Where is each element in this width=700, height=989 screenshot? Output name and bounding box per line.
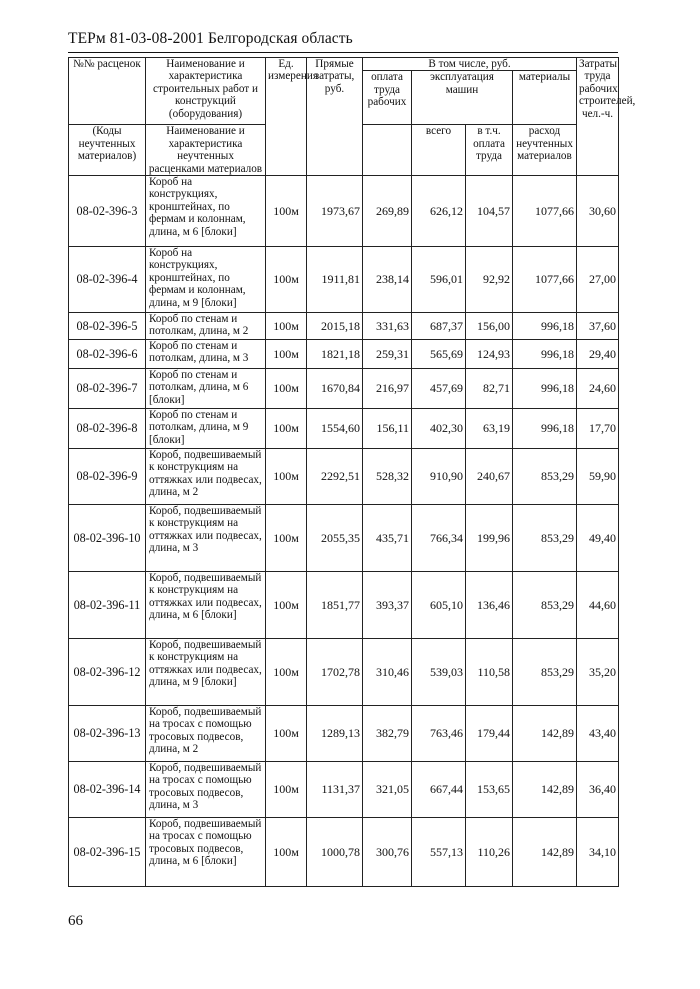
rate-code: 08-02-396-7 bbox=[69, 369, 146, 409]
header-rule bbox=[68, 52, 618, 53]
rate-materials: 853,29 bbox=[513, 449, 577, 505]
rate-unit: 100м bbox=[266, 762, 307, 818]
rate-code: 08-02-396-4 bbox=[69, 247, 146, 313]
rate-wages: 259,31 bbox=[363, 340, 412, 369]
rate-code: 08-02-396-10 bbox=[69, 505, 146, 572]
col-code-head: №№ расценок bbox=[69, 58, 146, 125]
rate-labor: 36,40 bbox=[577, 762, 619, 818]
rate-wages: 300,76 bbox=[363, 818, 412, 887]
rate-machines-wages: 92,92 bbox=[466, 247, 513, 313]
rate-unit: 100м bbox=[266, 572, 307, 639]
rate-unit: 100м bbox=[266, 706, 307, 762]
rate-unit: 100м bbox=[266, 505, 307, 572]
col-mach-wages: в т.ч. оплата труда bbox=[466, 125, 513, 176]
col-mat-use: расход неучтенных материалов bbox=[513, 125, 577, 176]
rate-machines-total: 626,12 bbox=[412, 176, 466, 247]
table-row bbox=[69, 340, 619, 369]
rate-wages: 331,63 bbox=[363, 313, 412, 340]
rate-unit: 100м bbox=[266, 369, 307, 409]
rate-code: 08-02-396-3 bbox=[69, 176, 146, 247]
rate-machines-wages: 110,26 bbox=[466, 818, 513, 887]
rate-name: Короб, подвешиваемый к конструкциям на оттяжках или подвесах, длина, м 6 [блоки] bbox=[146, 572, 266, 639]
rate-direct-cost: 1554,60 bbox=[307, 409, 363, 449]
rate-unit: 100м bbox=[266, 340, 307, 369]
rate-wages: 156,11 bbox=[363, 409, 412, 449]
col-codes-sub: (Коды неучтенных материалов) bbox=[69, 125, 146, 176]
rate-name: Короб, подвешиваемый к конструкциям на оттяжках или подвесах, длина, м 2 bbox=[146, 449, 266, 505]
rate-unit: 100м bbox=[266, 818, 307, 887]
rate-machines-total: 766,34 bbox=[412, 505, 466, 572]
table-row bbox=[69, 313, 619, 340]
rate-materials: 996,18 bbox=[513, 409, 577, 449]
rate-machines-total: 910,90 bbox=[412, 449, 466, 505]
rate-materials: 1077,66 bbox=[513, 247, 577, 313]
rate-machines-wages: 136,46 bbox=[466, 572, 513, 639]
col-direct-head: Прямые затраты, руб. bbox=[307, 58, 363, 176]
rate-direct-cost: 1911,81 bbox=[307, 247, 363, 313]
rate-machines-total: 557,13 bbox=[412, 818, 466, 887]
rate-wages: 435,71 bbox=[363, 505, 412, 572]
rate-wages: 321,05 bbox=[363, 762, 412, 818]
rate-name: Короб, подвешиваемый на тросах с помощью тросовых подвесов, длина, м 2 bbox=[146, 706, 266, 762]
rate-direct-cost: 2292,51 bbox=[307, 449, 363, 505]
rate-labor: 37,60 bbox=[577, 313, 619, 340]
rate-name: Короб, подвешиваемый на тросах с помощью тросовых подвесов, длина, м 6 [блоки] bbox=[146, 818, 266, 887]
rate-direct-cost: 2015,18 bbox=[307, 313, 363, 340]
col-machines-head: эксплуатация машин bbox=[412, 71, 513, 125]
rate-materials: 142,89 bbox=[513, 706, 577, 762]
rate-name: Короб, подвешиваемый к конструкциям на оттяжках или подвесах, длина, м 9 [блоки] bbox=[146, 639, 266, 706]
rate-direct-cost: 1000,78 bbox=[307, 818, 363, 887]
rate-code: 08-02-396-5 bbox=[69, 313, 146, 340]
rate-materials: 142,89 bbox=[513, 762, 577, 818]
table-row bbox=[69, 449, 619, 505]
table-row bbox=[69, 505, 619, 572]
rate-materials: 853,29 bbox=[513, 572, 577, 639]
rate-labor: 30,60 bbox=[577, 176, 619, 247]
rate-code: 08-02-396-9 bbox=[69, 449, 146, 505]
col-name-head: Наименование и характеристика строительных работ и конструкций (оборудования) bbox=[146, 58, 266, 125]
rate-materials: 853,29 bbox=[513, 505, 577, 572]
rate-wages: 238,14 bbox=[363, 247, 412, 313]
rate-code: 08-02-396-8 bbox=[69, 409, 146, 449]
col-unit-head: Ед. измерения bbox=[266, 58, 307, 176]
rate-materials: 996,18 bbox=[513, 369, 577, 409]
rate-wages: 528,32 bbox=[363, 449, 412, 505]
col-materials-head: материалы bbox=[513, 71, 577, 125]
rate-direct-cost: 2055,35 bbox=[307, 505, 363, 572]
rate-machines-wages: 240,67 bbox=[466, 449, 513, 505]
rate-unit: 100м bbox=[266, 409, 307, 449]
rate-materials: 996,18 bbox=[513, 340, 577, 369]
rate-materials: 853,29 bbox=[513, 639, 577, 706]
rate-machines-total: 763,46 bbox=[412, 706, 466, 762]
rate-labor: 27,00 bbox=[577, 247, 619, 313]
rate-labor: 35,20 bbox=[577, 639, 619, 706]
table-row bbox=[69, 572, 619, 639]
rate-code: 08-02-396-15 bbox=[69, 818, 146, 887]
table-row bbox=[69, 369, 619, 409]
rate-wages: 216,97 bbox=[363, 369, 412, 409]
col-wages-head: оплата труда рабочих bbox=[363, 71, 412, 125]
rate-machines-total: 565,69 bbox=[412, 340, 466, 369]
col-incl-head: В том числе, руб. bbox=[363, 58, 577, 71]
rate-machines-total: 687,37 bbox=[412, 313, 466, 340]
rate-name: Короб на конструкциях, кронштейнах, по фермам и колоннам, длина, м 9 [блоки] bbox=[146, 247, 266, 313]
table-row bbox=[69, 762, 619, 818]
rate-machines-total: 539,03 bbox=[412, 639, 466, 706]
rate-direct-cost: 1131,37 bbox=[307, 762, 363, 818]
table-row bbox=[69, 639, 619, 706]
rate-labor: 49,40 bbox=[577, 505, 619, 572]
rate-machines-wages: 82,71 bbox=[466, 369, 513, 409]
rate-name: Короб, подвешиваемый к конструкциям на оттяжках или подвесах, длина, м 3 bbox=[146, 505, 266, 572]
col-mach-total: всего bbox=[412, 125, 466, 176]
rate-direct-cost: 1851,77 bbox=[307, 572, 363, 639]
col-wages-empty bbox=[363, 125, 412, 176]
rate-labor: 43,40 bbox=[577, 706, 619, 762]
page-number: 66 bbox=[68, 913, 83, 929]
table-row bbox=[69, 706, 619, 762]
price-table bbox=[68, 57, 636, 887]
rate-unit: 100м bbox=[266, 313, 307, 340]
rate-code: 08-02-396-13 bbox=[69, 706, 146, 762]
rate-name: Короб на конструкциях, кронштейнах, по фермам и колоннам, длина, м 6 [блоки] bbox=[146, 176, 266, 247]
rate-code: 08-02-396-12 bbox=[69, 639, 146, 706]
rate-code: 08-02-396-11 bbox=[69, 572, 146, 639]
rate-direct-cost: 1702,78 bbox=[307, 639, 363, 706]
rate-labor: 59,90 bbox=[577, 449, 619, 505]
table-row bbox=[69, 409, 619, 449]
rate-direct-cost: 1973,67 bbox=[307, 176, 363, 247]
rate-machines-wages: 110,58 bbox=[466, 639, 513, 706]
rate-name: Короб, подвешиваемый на тросах с помощью тросовых подвесов, длина, м 3 bbox=[146, 762, 266, 818]
rate-machines-wages: 153,65 bbox=[466, 762, 513, 818]
rate-unit: 100м bbox=[266, 639, 307, 706]
rate-unit: 100м bbox=[266, 247, 307, 313]
rate-wages: 269,89 bbox=[363, 176, 412, 247]
rate-machines-total: 596,01 bbox=[412, 247, 466, 313]
rate-labor: 17,70 bbox=[577, 409, 619, 449]
rate-machines-wages: 124,93 bbox=[466, 340, 513, 369]
rate-labor: 24,60 bbox=[577, 369, 619, 409]
rate-name: Короб по стенам и потолкам, длина, м 9 [блоки] bbox=[146, 409, 266, 449]
rate-direct-cost: 1670,84 bbox=[307, 369, 363, 409]
rate-name: Короб по стенам и потолкам, длина, м 2 bbox=[146, 313, 266, 340]
col-name-sub: Наименование и характеристика неучтенных расценками материалов bbox=[146, 125, 266, 176]
rate-machines-wages: 199,96 bbox=[466, 505, 513, 572]
table-row bbox=[69, 247, 619, 313]
rate-machines-wages: 179,44 bbox=[466, 706, 513, 762]
rate-name: Короб по стенам и потолкам, длина, м 3 bbox=[146, 340, 266, 369]
rate-wages: 393,37 bbox=[363, 572, 412, 639]
table-row bbox=[69, 818, 619, 887]
rate-labor: 34,10 bbox=[577, 818, 619, 887]
rate-machines-total: 605,10 bbox=[412, 572, 466, 639]
rate-unit: 100м bbox=[266, 449, 307, 505]
rate-machines-wages: 156,00 bbox=[466, 313, 513, 340]
rate-machines-wages: 63,19 bbox=[466, 409, 513, 449]
rate-machines-total: 667,44 bbox=[412, 762, 466, 818]
rate-unit: 100м bbox=[266, 176, 307, 247]
rate-direct-cost: 1289,13 bbox=[307, 706, 363, 762]
rate-materials: 142,89 bbox=[513, 818, 577, 887]
table-row bbox=[69, 176, 619, 247]
rate-machines-wages: 104,57 bbox=[466, 176, 513, 247]
col-labor-head: Затраты труда рабочих строителей, чел.-ч. bbox=[577, 58, 619, 176]
rate-labor: 44,60 bbox=[577, 572, 619, 639]
rate-materials: 996,18 bbox=[513, 313, 577, 340]
rate-machines-total: 402,30 bbox=[412, 409, 466, 449]
rate-labor: 29,40 bbox=[577, 340, 619, 369]
rate-code: 08-02-396-6 bbox=[69, 340, 146, 369]
rate-direct-cost: 1821,18 bbox=[307, 340, 363, 369]
rate-wages: 382,79 bbox=[363, 706, 412, 762]
rate-materials: 1077,66 bbox=[513, 176, 577, 247]
rate-machines-total: 457,69 bbox=[412, 369, 466, 409]
rate-name: Короб по стенам и потолкам, длина, м 6 [блоки] bbox=[146, 369, 266, 409]
page-header: ТЕРм 81-03-08-2001 Белгородская область bbox=[68, 30, 353, 47]
rate-code: 08-02-396-14 bbox=[69, 762, 146, 818]
rate-wages: 310,46 bbox=[363, 639, 412, 706]
